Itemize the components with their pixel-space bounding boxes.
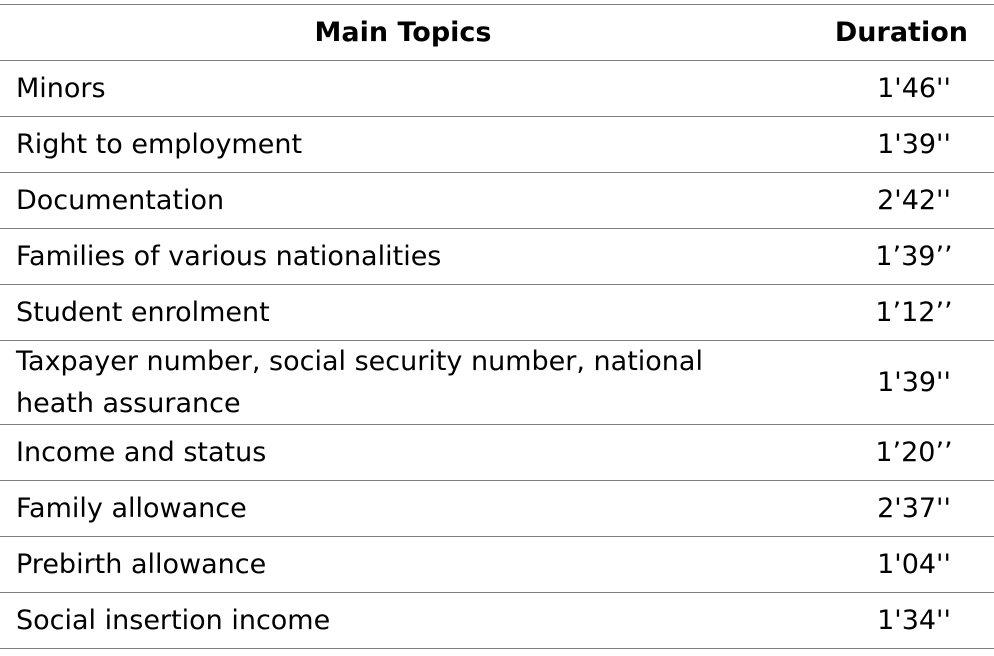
topic-cell: Income and status (16, 436, 267, 468)
topic-cell: Families of various nationalities (16, 240, 442, 272)
table-row (0, 285, 994, 341)
duration-cell: 2'37'' (877, 492, 951, 524)
duration-cell: 2'42'' (877, 184, 951, 216)
topic-cell: Family allowance (16, 492, 247, 524)
table-row (0, 61, 994, 117)
topic-cell: Right to employment (16, 128, 303, 160)
duration-cell: 1'46'' (877, 72, 951, 104)
duration-cell: 1'04'' (877, 548, 951, 580)
header-main-topics: Main Topics (314, 16, 492, 48)
table-row (0, 481, 994, 537)
duration-cell: 1’20’’ (875, 436, 953, 468)
table-row (0, 229, 994, 285)
topic-cell: Documentation (16, 184, 225, 216)
table-row (0, 117, 994, 173)
topic-cell: Student enrolment (16, 296, 270, 328)
topic-cell: Prebirth allowance (16, 548, 267, 580)
table-row (0, 173, 994, 229)
topic-cell: Social insertion income (16, 604, 331, 636)
topics-table (0, 4, 994, 649)
duration-cell: 1'39'' (877, 128, 951, 160)
table-row (0, 593, 994, 649)
header-duration: Duration (834, 16, 968, 48)
duration-cell: 1’12’’ (875, 296, 953, 328)
table-row (0, 425, 994, 481)
duration-cell: 1'34'' (877, 604, 951, 636)
duration-cell: 1'39'' (877, 366, 951, 398)
table-row (0, 341, 994, 425)
topic-cell: Taxpayer number, social security number, national heath assurance (16, 345, 703, 419)
table-row (0, 537, 994, 593)
table-header-row (0, 5, 994, 61)
duration-cell: 1’39’’ (875, 240, 953, 272)
topic-cell: Minors (16, 72, 106, 104)
